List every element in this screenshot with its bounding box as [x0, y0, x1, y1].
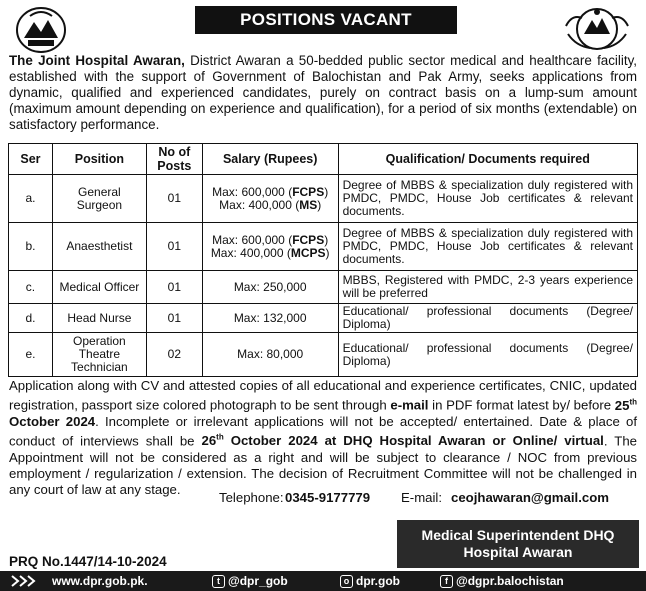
header-position: Position — [52, 144, 146, 175]
row-qualification: Degree of MBBS & specialization duly registered with PMDC, PMDC, House Job certificates & relevant documents. — [338, 175, 637, 223]
row-qualification: MBBS, Registered with PMDC, 2-3 years experience will be preferred — [338, 271, 637, 304]
row-posts: 02 — [146, 333, 202, 377]
table-row — [9, 175, 638, 223]
footer-instagram[interactable]: o dpr.gob — [340, 574, 400, 588]
facebook-icon: f — [440, 575, 453, 588]
row-qualification: Educational/ professional documents (Degree/ Diploma) — [338, 333, 637, 377]
row-salary: Max: 600,000 (FCPS) Max: 400,000 (MS) — [202, 175, 338, 223]
row-posts: 01 — [146, 304, 202, 333]
hospital-name: The Joint Hospital Awaran, — [9, 53, 185, 68]
signature-line2: Hospital Awaran — [463, 544, 573, 560]
row-ser: c. — [9, 271, 53, 304]
row-position: General Surgeon — [52, 175, 146, 223]
row-position: Medical Officer — [52, 271, 146, 304]
row-salary: Max: 132,000 — [202, 304, 338, 333]
row-salary: Max: 80,000 — [202, 333, 338, 377]
row-position: Head Nurse — [52, 304, 146, 333]
signature-line1: Medical Superintendent DHQ — [421, 527, 615, 543]
row-posts: 01 — [146, 223, 202, 271]
awaran-district-emblem-icon — [14, 4, 68, 54]
row-position: Anaesthetist — [52, 223, 146, 271]
row-ser: d. — [9, 304, 53, 333]
header-salary: Salary (Rupees) — [202, 144, 338, 175]
prq-number: PRQ No.1447/14-10-2024 — [9, 554, 167, 569]
table-row — [9, 304, 638, 333]
telephone-label: Telephone: — [219, 490, 284, 505]
row-ser: e. — [9, 333, 53, 377]
signature-block — [397, 520, 639, 568]
chevrons-icon — [10, 574, 48, 588]
instagram-icon: o — [340, 575, 353, 588]
row-ser: b. — [9, 223, 53, 271]
footer-website[interactable]: www.dpr.gob.pk. — [52, 574, 148, 588]
header-posts: No of Posts — [146, 144, 202, 175]
twitter-icon: t — [212, 575, 225, 588]
application-instructions: Application along with CV and attested copies of all educational and experience certificates, CNIC, updated registration, passport size colored photograph to be sent through e-mail in PDF format latest by/ before 25th October 2024. Incomplete or irrelevant applications will not be accepted/ entertained. Date & place of conduct of interviews shall be 26th October 2024 at DHQ Hospital Awaran or Online/ virtual. The Appointment will not be considered as a right and will be subject to clearance / NOC from previous employment / regularization / extension. The decision of Recruitment Committee will not be challenged in any court of law at any stage. — [9, 378, 638, 497]
table-row — [9, 223, 638, 271]
positions-table — [8, 143, 638, 377]
footer-facebook[interactable]: f @dgpr.balochistan — [440, 574, 564, 588]
table-row — [9, 271, 638, 304]
row-qualification: Degree of MBBS & specialization duly registered with PMDC, PMDC, House Job certificates & relevant documents. — [338, 223, 637, 271]
header-ser: Ser — [9, 144, 53, 175]
row-posts: 01 — [146, 175, 202, 223]
row-salary: Max: 250,000 — [202, 271, 338, 304]
pak-army-emblem-icon — [562, 4, 632, 54]
row-ser: a. — [9, 175, 53, 223]
page-title: POSITIONS VACANT — [195, 6, 457, 34]
row-position: Operation Theatre Technician — [52, 333, 146, 377]
row-posts: 01 — [146, 271, 202, 304]
email-label: E-mail: — [401, 490, 443, 505]
email-address[interactable]: ceojhawaran@gmail.com — [451, 490, 609, 505]
row-salary: Max: 600,000 (FCPS) Max: 400,000 (MCPS) — [202, 223, 338, 271]
header-qualification: Qualification/ Documents required — [338, 144, 637, 175]
footer-bar — [0, 571, 646, 591]
intro-text: District Awaran a 50-bedded public sector medical and healthcare facility, established with the support of Government of Balochistan and Pak Army, seeks applications from dynamic, qualified and experienced candidates, purely on contract basis on a lump-sum amount (maximum amount depending on experience and qualification), for a period of six months (extendable) on satisfactory performance. — [9, 53, 637, 132]
intro-paragraph — [9, 53, 637, 133]
row-qualification: Educational/ professional documents (Degree/ Diploma) — [338, 304, 637, 333]
table-header-row — [9, 144, 638, 175]
telephone-number[interactable]: 0345-9177779 — [285, 490, 371, 505]
table-row — [9, 333, 638, 377]
footer-twitter[interactable]: t @dpr_gob — [212, 574, 288, 588]
